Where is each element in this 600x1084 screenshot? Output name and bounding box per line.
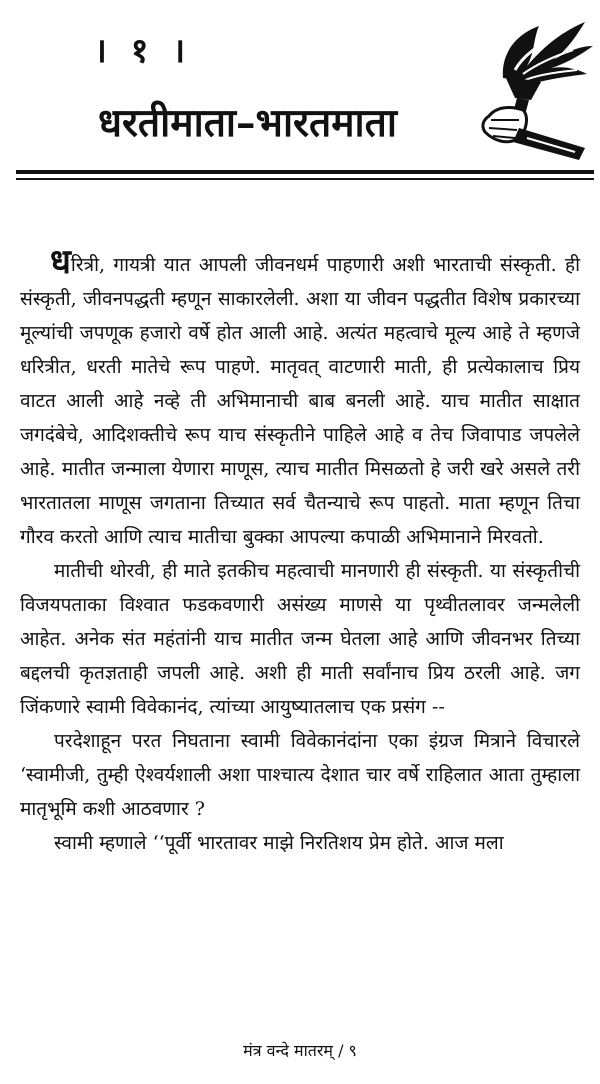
paragraph-4: स्वामी म्हणाले ‘‘पूर्वी भारतावर माझे निरतिशय प्रेम होते. आज मला — [54, 832, 504, 854]
chapter-title: धरतीमाता–भारतमाता — [98, 100, 397, 146]
torch-icon — [475, 12, 595, 162]
chapter-number: । १ । — [94, 31, 192, 71]
body-text — [20, 242, 580, 860]
paragraph-1-text: रित्री, गायत्री यात आपली जीवनधर्म पाहणारी अशी भारताची संस्कृती. ही संस्कृती, जीवनपद्धती म्हणून साकारलेली. अशा या जीवन पद्धतीत विशेष प्रकारच्या मूल्यांची जपणूक हजारो वर्षे होत आली आहे. अत्यंत महत्वाचे मूल्य आहे ते म्हणजे धरित्रीत, धरती मातेचे रूप पाहणे. मातृवत् वाटणारी माती, ही प्रत्येकालाच प्रिय वाटत आली आहे नव्हे ती अभिमानाची बाब बनली आहे. याच मातीत साक्षात जगदंबेचे, आदिशक्तीचे रूप याच संस्कृतीने पाहिले आहे व तेच जिवापाड जपलेले आहे. मातीत जन्माला येणारा माणूस, त्याच मातीत मिसळतो हे जरी खरे असले तरी भारतातला माणूस जगताना तिच्यात सर्व चैतन्याचे रूप पाहतो. माता म्हणून तिचा गौरव करतो आणि त्याच मातीचा बुक्का आपल्या कपाळी अभिमानाने मिरवतो. — [20, 254, 580, 548]
paragraph-1 — [20, 242, 580, 554]
drop-cap: ध — [50, 242, 71, 282]
paragraph-2: मातीची थोरवी, ही माते इतकीच महत्वाची मानणारी ही संस्कृती. या संस्कृतीची विजयपताका विश्वात फडकवणारी असंख्य माणसे या पृथ्वीतलावर जन्मलेली आहेत. अनेक संत महंतांनी याच मातीत जन्म घेतला आहे आणि जीवनभर तिच्या बद्दलची कृतज्ञताही जपली आहे. अशी ही माती सर्वांनाच प्रिय ठरली आहे. जग जिंकणारे स्वामी विवेकानंद, त्यांच्या आयुष्यातलाच एक प्रसंग -- — [20, 560, 580, 718]
title-rule-thin — [16, 178, 594, 180]
title-rule-thick — [16, 170, 594, 174]
page-footer: मंत्र वन्दे मातरम् / ९ — [243, 1041, 357, 1060]
paragraph-3: परदेशाहून परत निघताना स्वामी विवेकानंदांना एका इंग्रज मित्राने विचारले ‘स्वामीजी, तुम्ही ऐश्वर्यशाली अशा पाश्चात्य देशात चार वर्षे राहिलात आता तुम्हाला मातृभूमि कशी आठवणार ? — [20, 730, 580, 820]
